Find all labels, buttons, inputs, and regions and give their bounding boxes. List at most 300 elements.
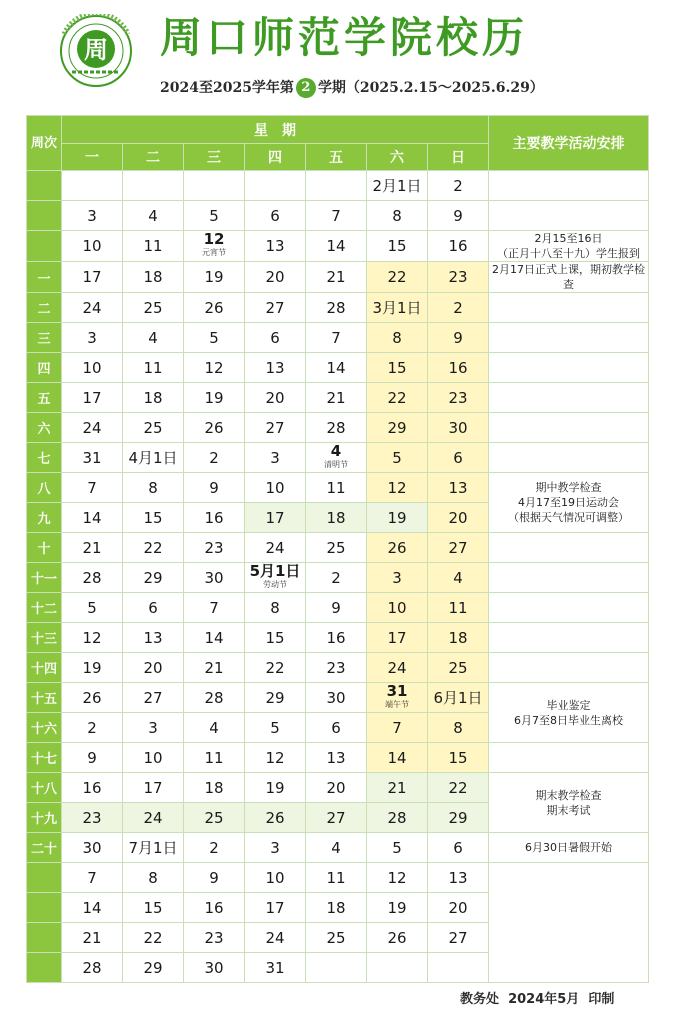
term-number-badge: 2 [296,78,316,98]
school-calendar-table [26,115,649,983]
day-cell: 16 [428,231,489,262]
day-cell: 13 [245,353,306,383]
day-cell: 11 [123,353,184,383]
day-cell: 13 [428,863,489,893]
day-cell: 5 [62,593,123,623]
day-cell: 16 [62,773,123,803]
day-cell: 15 [123,503,184,533]
day-cell: 23 [428,262,489,293]
day-cell: 2 [184,443,245,473]
activity-cell [489,683,649,743]
day-cell: 24 [367,653,428,683]
day-cell: 11 [306,473,367,503]
week-number [27,893,62,923]
day-cell: 3 [62,201,123,231]
day-cell: 2 [428,293,489,323]
day-cell: 12 [245,743,306,773]
day-cell: 7 [62,473,123,503]
day-cell: 4 [306,833,367,863]
activity-cell [489,231,649,262]
page-title: 周口师范学院校历 [160,13,529,62]
day-cell: 20 [245,262,306,293]
day-cell: 7月1日 [123,833,184,863]
day-cell: 6 [123,593,184,623]
day-cell [306,171,367,201]
calendar-row [27,353,649,383]
activity-cell [489,201,649,231]
week-number: 十三 [27,623,62,653]
day-cell: 6 [245,323,306,353]
day-cell: 15 [428,743,489,773]
day-cell: 5 [184,201,245,231]
calendar-row [27,743,649,773]
day-cell: 25 [184,803,245,833]
day-cell: 8 [123,863,184,893]
day-cell: 22 [367,262,428,293]
day-cell: 6月1日 [428,683,489,713]
day-cell: 3月1日 [367,293,428,323]
week-number: 八 [27,473,62,503]
day-cell: 25 [123,293,184,323]
week-number: 十五 [27,683,62,713]
calendar-row [27,383,649,413]
day-header-thu: 四 [245,144,306,171]
day-cell: 23 [428,383,489,413]
day-cell: 30 [306,683,367,713]
calendar-row [27,262,649,293]
activity-cell [489,533,649,563]
day-cell: 26 [367,533,428,563]
week-number: 二十 [27,833,62,863]
day-cell: 10 [62,353,123,383]
day-cell: 10 [62,231,123,262]
day-header-sun: 日 [428,144,489,171]
day-cell: 9 [428,201,489,231]
day-cell: 22 [123,533,184,563]
day-header-mon: 一 [62,144,123,171]
day-cell: 27 [428,923,489,953]
day-cell: 2 [428,171,489,201]
day-cell: 17 [367,623,428,653]
day-cell: 24 [123,803,184,833]
day-cell: 3 [245,443,306,473]
activity-cell [489,833,649,863]
day-cell: 20 [428,893,489,923]
day-cell [367,683,428,713]
week-number: 十六 [27,713,62,743]
day-cell: 8 [367,201,428,231]
day-cell [428,953,489,983]
day-cell: 14 [62,893,123,923]
calendar-row [27,863,649,893]
day-cell: 27 [245,293,306,323]
day-cell: 2 [184,833,245,863]
day-cell: 27 [245,413,306,443]
week-number: 十七 [27,743,62,773]
activity-line: 期末考试 [546,803,591,817]
activity-cell [489,563,649,593]
day-cell: 16 [184,893,245,923]
day-cell: 3 [62,323,123,353]
day-cell: 17 [62,262,123,293]
holiday-name: 元宵节 [202,248,226,257]
day-cell: 7 [306,201,367,231]
day-cell: 15 [367,231,428,262]
day-header-sat: 六 [367,144,428,171]
day-cell: 23 [62,803,123,833]
day-cell: 26 [184,293,245,323]
day-cell: 21 [62,533,123,563]
day-cell: 18 [123,262,184,293]
day-cell: 2月1日 [367,171,428,201]
day-cell: 24 [62,413,123,443]
day-cell: 14 [306,353,367,383]
day-cell: 15 [367,353,428,383]
day-cell [367,953,428,983]
day-cell: 15 [245,623,306,653]
day-cell: 6 [428,443,489,473]
day-cell: 28 [62,953,123,983]
activity-cell [489,623,649,653]
calendar-row [27,533,649,563]
logo-seal-icon [50,14,142,88]
day-cell: 4 [184,713,245,743]
day-cell: 20 [306,773,367,803]
activity-line: 毕业鉴定 [546,698,591,712]
day-cell: 14 [367,743,428,773]
day-cell: 21 [367,773,428,803]
holiday-date: 12 [203,230,225,248]
day-cell: 17 [62,383,123,413]
day-cell: 16 [306,623,367,653]
day-cell: 6 [428,833,489,863]
day-cell: 19 [367,893,428,923]
day-cell: 13 [245,231,306,262]
day-cell: 21 [184,653,245,683]
day-cell [245,563,306,593]
activities-column-header: 主要教学活动安排 [489,116,649,171]
day-cell: 15 [123,893,184,923]
activity-cell [489,262,649,293]
day-cell: 17 [245,503,306,533]
week-number: 五 [27,383,62,413]
calendar-row [27,413,649,443]
week-number [27,953,62,983]
day-cell: 12 [184,353,245,383]
calendar-row [27,653,649,683]
holiday-name: 清明节 [324,459,348,469]
week-number: 二 [27,293,62,323]
calendar-row [27,833,649,863]
day-cell: 11 [428,593,489,623]
day-cell: 18 [428,623,489,653]
day-cell: 11 [123,231,184,262]
day-cell: 17 [245,893,306,923]
day-cell: 29 [245,683,306,713]
day-cell: 23 [184,533,245,563]
week-number [27,171,62,201]
day-cell: 9 [428,323,489,353]
day-cell: 19 [62,653,123,683]
holiday-date: 31 [386,682,408,700]
day-cell: 24 [245,533,306,563]
holiday-date: 4 [330,442,342,460]
day-cell: 6 [306,713,367,743]
footer [460,990,660,1010]
week-number: 一 [27,262,62,293]
day-cell: 2 [306,563,367,593]
day-cell: 5 [245,713,306,743]
day-cell: 21 [306,383,367,413]
week-number: 十四 [27,653,62,683]
activity-cell [489,653,649,683]
activity-cell [489,171,649,201]
day-cell: 27 [428,533,489,563]
day-cell: 8 [367,323,428,353]
activity-line: 4月17至19日运动会 [518,496,619,509]
calendar-row [27,563,649,593]
day-cell: 4 [123,323,184,353]
footer-date: 2024年5月 [508,992,580,1007]
day-cell: 29 [123,563,184,593]
day-cell: 18 [123,383,184,413]
activity-cell [489,353,649,383]
activity-cell [489,743,649,773]
day-cell [62,171,123,201]
day-cell [184,171,245,201]
term-subtitle [160,76,630,100]
svg-text:周: 周 [84,35,108,64]
day-cell: 27 [123,683,184,713]
calendar-row [27,231,649,262]
day-cell: 12 [367,473,428,503]
activity-cell [489,773,649,833]
day-cell: 10 [367,593,428,623]
day-cell: 10 [245,863,306,893]
day-cell: 11 [184,743,245,773]
day-cell: 23 [306,653,367,683]
footer-office: 教务处 [460,992,500,1007]
day-cell: 17 [123,773,184,803]
day-cell: 28 [306,413,367,443]
week-number [27,231,62,262]
calendar-row [27,293,649,323]
day-cell: 8 [245,593,306,623]
day-cell: 27 [306,803,367,833]
weekday-group-header: 星 期 [62,116,489,144]
day-cell: 20 [123,653,184,683]
day-cell: 8 [123,473,184,503]
calendar-row [27,323,649,353]
day-cell: 4 [428,563,489,593]
day-cell: 7 [62,863,123,893]
activity-cell [489,323,649,353]
day-cell: 24 [245,923,306,953]
calendar-row [27,201,649,231]
day-cell: 19 [367,503,428,533]
activity-line: 期末教学检查 [535,788,602,802]
day-cell: 21 [306,262,367,293]
day-cell: 25 [428,653,489,683]
day-cell: 9 [306,593,367,623]
week-number: 七 [27,443,62,473]
activity-cell [489,473,649,533]
week-column-header: 周次 [27,116,62,171]
holiday-date: 5月1日 [249,562,301,580]
footer-print: 印制 [588,992,615,1007]
activity-cell [489,383,649,413]
day-cell: 8 [428,713,489,743]
day-cell: 26 [367,923,428,953]
day-cell: 12 [62,623,123,653]
day-cell: 14 [184,623,245,653]
activity-line: 6月7至8日毕业生离校 [514,713,623,727]
day-cell: 19 [245,773,306,803]
day-cell: 29 [428,803,489,833]
day-cell: 25 [123,413,184,443]
day-cell: 22 [367,383,428,413]
day-cell: 11 [306,863,367,893]
activity-cell [489,443,649,473]
week-number: 十八 [27,773,62,803]
activity-cell [489,293,649,323]
day-cell: 31 [245,953,306,983]
day-cell: 18 [306,503,367,533]
calendar-row [27,443,649,473]
week-number: 三 [27,323,62,353]
activity-line: 2月17日正式上课，期初教学检查 [492,263,645,291]
day-cell: 22 [428,773,489,803]
day-cell: 12 [367,863,428,893]
week-number [27,201,62,231]
week-number [27,923,62,953]
day-cell: 21 [62,923,123,953]
week-number: 九 [27,503,62,533]
week-number: 四 [27,353,62,383]
week-number: 十九 [27,803,62,833]
day-cell: 10 [245,473,306,503]
day-cell: 26 [245,803,306,833]
day-cell: 13 [123,623,184,653]
day-cell [123,171,184,201]
day-cell: 19 [184,383,245,413]
day-cell: 22 [245,653,306,683]
day-cell: 19 [184,262,245,293]
day-cell: 28 [184,683,245,713]
day-header-tue: 二 [123,144,184,171]
calendar-row [27,593,649,623]
week-number: 十二 [27,593,62,623]
day-cell: 31 [62,443,123,473]
day-cell: 28 [367,803,428,833]
day-cell: 30 [62,833,123,863]
day-cell: 4 [123,201,184,231]
calendar-row [27,623,649,653]
calendar-row [27,171,649,201]
day-cell: 28 [62,563,123,593]
day-cell: 20 [428,503,489,533]
calendar-row [27,473,649,503]
day-cell: 9 [62,743,123,773]
day-cell: 23 [184,923,245,953]
day-cell: 10 [123,743,184,773]
day-cell: 4月1日 [123,443,184,473]
day-cell: 26 [62,683,123,713]
day-cell: 5 [184,323,245,353]
day-cell: 13 [306,743,367,773]
university-logo [50,14,142,88]
day-cell: 5 [367,833,428,863]
day-cell: 16 [428,353,489,383]
holiday-name: 劳动节 [263,579,287,589]
week-number [27,863,62,893]
week-number: 十一 [27,563,62,593]
day-cell: 5 [367,443,428,473]
day-cell: 26 [184,413,245,443]
day-cell [184,231,245,262]
subtitle-prefix: 2024至2025学年第 [160,80,294,96]
day-cell: 14 [306,231,367,262]
day-cell: 30 [428,413,489,443]
day-cell: 16 [184,503,245,533]
activity-line: 期中教学检查 [535,481,602,494]
day-cell: 30 [184,563,245,593]
activity-cell [489,593,649,623]
day-cell: 6 [245,201,306,231]
day-header-wed: 三 [184,144,245,171]
activity-cell [489,863,649,983]
activity-line: 6月30日暑假开始 [525,841,612,854]
day-cell: 9 [184,473,245,503]
day-cell: 25 [306,533,367,563]
day-cell [306,443,367,473]
day-cell [245,171,306,201]
day-cell: 7 [306,323,367,353]
day-cell: 24 [62,293,123,323]
day-cell: 3 [123,713,184,743]
day-header-fri: 五 [306,144,367,171]
day-cell: 29 [123,953,184,983]
activity-cell [489,413,649,443]
day-cell: 28 [306,293,367,323]
week-number: 六 [27,413,62,443]
holiday-name: 端午节 [385,699,409,709]
day-cell: 2 [62,713,123,743]
subtitle-suffix: 学期（2025.2.15～2025.6.29） [317,80,544,96]
day-cell: 18 [306,893,367,923]
day-cell: 30 [184,953,245,983]
day-cell: 7 [184,593,245,623]
day-cell [306,953,367,983]
calendar-row [27,773,649,803]
day-cell: 3 [367,563,428,593]
day-cell: 18 [184,773,245,803]
day-cell: 22 [123,923,184,953]
activity-line: （正月十八至十九）学生报到 [497,247,640,260]
day-cell: 14 [62,503,123,533]
day-cell: 3 [245,833,306,863]
calendar-row [27,683,649,713]
day-cell: 9 [184,863,245,893]
day-cell: 7 [367,713,428,743]
activity-line: （根据天气情况可调整） [508,511,629,524]
day-cell: 25 [306,923,367,953]
activity-line: 2月15至16日 [534,232,603,245]
day-cell: 29 [367,413,428,443]
week-number: 十 [27,533,62,563]
day-cell: 13 [428,473,489,503]
day-cell: 20 [245,383,306,413]
